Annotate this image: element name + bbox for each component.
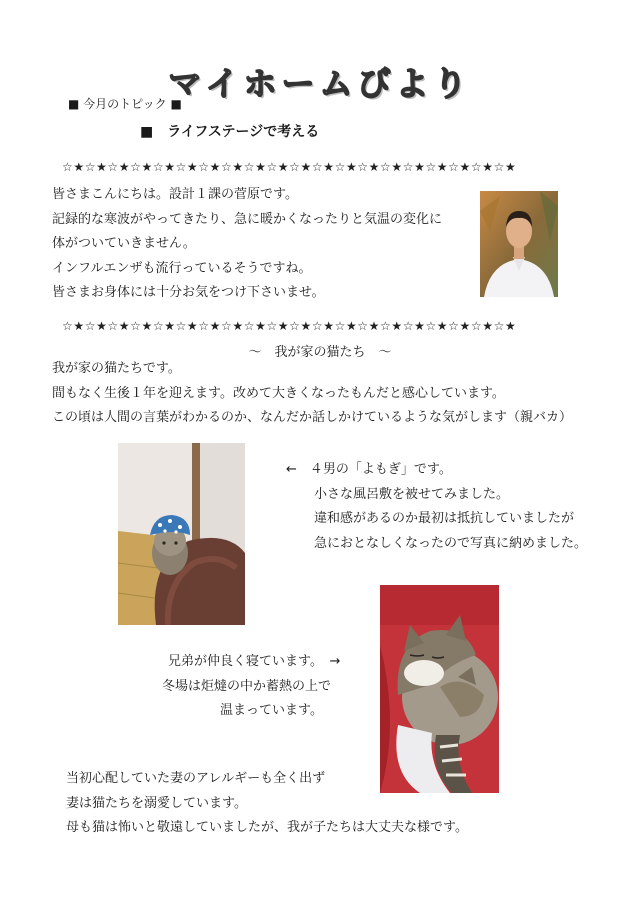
intro-line: この頃は人間の言葉がわかるのか、なんだか話しかけているような気がします（親バカ）: [52, 410, 573, 425]
closing-paragraph: [66, 767, 468, 841]
closing-line: 母も猫は怖いと敬遠していましたが、我が子たちは大丈夫な様です。: [66, 820, 468, 835]
intro-line: 間もなく生後１年を迎えます。改めて大きくなったもんだと感心しています。: [52, 385, 505, 401]
caption-line: 小さな風呂敷を被せてみました。: [314, 486, 510, 502]
intro-paragraph: [52, 357, 572, 431]
greeting-line: インフルエンザも流行っているそうですね。: [52, 260, 312, 276]
section-title: ～ 我が家の猫たち ～: [248, 345, 392, 360]
caption-sleeping: [162, 650, 340, 724]
caption-line: 冬場は炬燵の中か蓄熱の上で: [162, 678, 332, 694]
caption-line: 兄弟が仲良く寝ています。 →: [168, 654, 341, 669]
cat-yomogi-image: [118, 443, 245, 625]
greeting-line: 体がついていきません。: [52, 236, 196, 251]
author-portrait-photo: [480, 191, 558, 297]
closing-line: 当初心配していた妻のアレルギーも全く出ず: [66, 771, 326, 786]
caption-yomogi: [286, 458, 587, 556]
topic-label: ■ 今月のトピック ■: [68, 97, 182, 111]
greeting-paragraph: [52, 183, 442, 306]
greeting-line: 皆さまこんにちは。設計１課の菅原です。: [52, 187, 298, 202]
cats-sleeping-photo: [380, 585, 499, 793]
caption-line: 急におとなしくなったので写真に納めました。: [314, 535, 588, 551]
caption-line: 違和感があるのか最初は抵抗していましたが: [314, 511, 575, 526]
intro-line: 我が家の猫たちです。: [52, 361, 181, 376]
newsletter-title: マイホームびより: [168, 64, 472, 103]
greeting-line: 記録的な寒波がやってきたり、急に暖かくなったりと気温の変化に: [52, 211, 443, 227]
topic-heading: ■ ライフステージで考える: [140, 124, 320, 140]
cat-yomogi-photo: [118, 443, 245, 625]
caption-line: 温まっています。: [220, 703, 323, 718]
star-divider-top: ☆★☆★☆★☆★☆★☆★☆★☆★☆★☆★☆★☆★☆★☆★☆★☆★☆★☆★☆★☆★: [62, 160, 517, 174]
star-divider-bottom: ☆★☆★☆★☆★☆★☆★☆★☆★☆★☆★☆★☆★☆★☆★☆★☆★☆★☆★☆★☆★: [62, 319, 517, 333]
greeting-line: 皆さまお身体には十分お気をつけ下さいませ。: [52, 285, 325, 300]
closing-line: 妻は猫たちを溺愛しています。: [66, 795, 247, 811]
caption-line: ← ４男の「よもぎ」です。: [286, 462, 452, 477]
cats-sleeping-image: [380, 585, 499, 793]
author-portrait-image: [480, 191, 558, 297]
